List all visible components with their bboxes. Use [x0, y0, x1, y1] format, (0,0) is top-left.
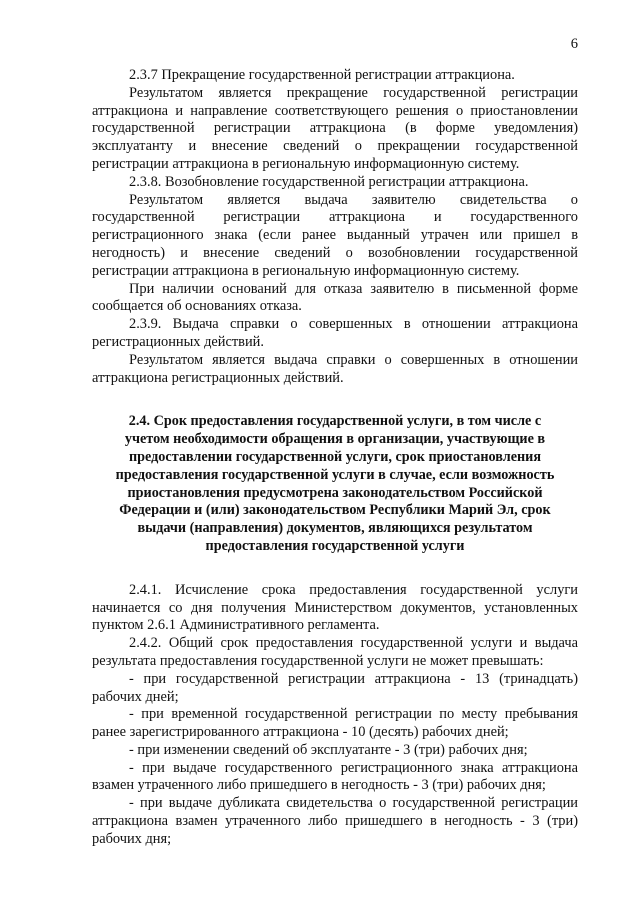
paragraph: 2.3.7 Прекращение государственной регистрации аттракциона.: [129, 67, 515, 83]
list-item: - при выдаче дубликата свидетельства о государственной регистрации аттракциона взамен утраченного либо пришедшего в негодность - 3 (три) рабочих дня;: [92, 795, 578, 847]
list-item: - при государственной регистрации аттракциона - 13 (тринадцать) рабочих дней;: [92, 670, 578, 705]
list-item: - при выдаче государственного регистрационного знака аттракциона взамен утраченного либо пришедшего в негодность - 3 (три) рабочих дня;: [92, 759, 578, 794]
paragraph: 2.3.8. Возобновление государственной регистрации аттракциона.: [129, 173, 529, 190]
section-2-3-continued: [92, 67, 578, 387]
document-body: [92, 67, 578, 849]
list-item: - при временной государственной регистрации по месту пребывания ранее зарегистрированного аттракциона - 10 (десять) рабочих дней;: [92, 706, 578, 741]
paragraph: 2.4.2. Общий срок предоставления государственной услуги и выдача результата предоставления государственной услуги не может превышать:: [92, 635, 578, 669]
section-2-4-body: [92, 582, 578, 849]
list-item: - при изменении сведений об эксплуатанте - 3 (три) рабочих дня;: [129, 741, 528, 758]
paragraph: Результатом является выдача справки о совершенных в отношении аттракциона регистрационных действий.: [92, 351, 578, 386]
paragraph: Результатом является выдача заявителю свидетельства о государственной регистрации аттракциона и государственного регистрационного знака (если ранее выданный утрачен или пришел в негодность) и внесение сведений о возобновлении государственной регистрации аттракциона в региональную информационную систему.: [92, 191, 578, 279]
paragraph: Результатом является прекращение государственной регистрации аттракциона и направление соответствующего решения о приостановлении государственной регистрации аттракциона (в форме уведомления) эксплуатанту и внесение сведений о прекращении государственной регистрации аттракциона в региональную информационную систему.: [92, 84, 578, 172]
paragraph: 2.3.9. Выдача справки о совершенных в отношении аттракциона регистрационных действий.: [92, 316, 578, 350]
paragraph: При наличии оснований для отказа заявителю в письменной форме сообщается об основаниях отказа.: [92, 280, 578, 315]
page-number: 6: [570, 36, 578, 52]
paragraph: 2.4.1. Исчисление срока предоставления государственной услуги начинается со дня получения Министерством документов, установленных пунктом 2.6.1 Административного регламента.: [92, 581, 578, 634]
section-heading-2-4: 2.4. Срок предоставления государственной услуги, в том числе с учетом необходимости обращения в организации, участвующие в предоставлении государственной услуги, срок приостановления предоставления государственной услуги в случае, если возможность приостановления предусмотрена законодательством Российской Федерации и (или) законодательством Республики Марий Эл, срок выдачи (направления) документов, являющихся результатом предоставления государственной услуги: [115, 413, 555, 554]
